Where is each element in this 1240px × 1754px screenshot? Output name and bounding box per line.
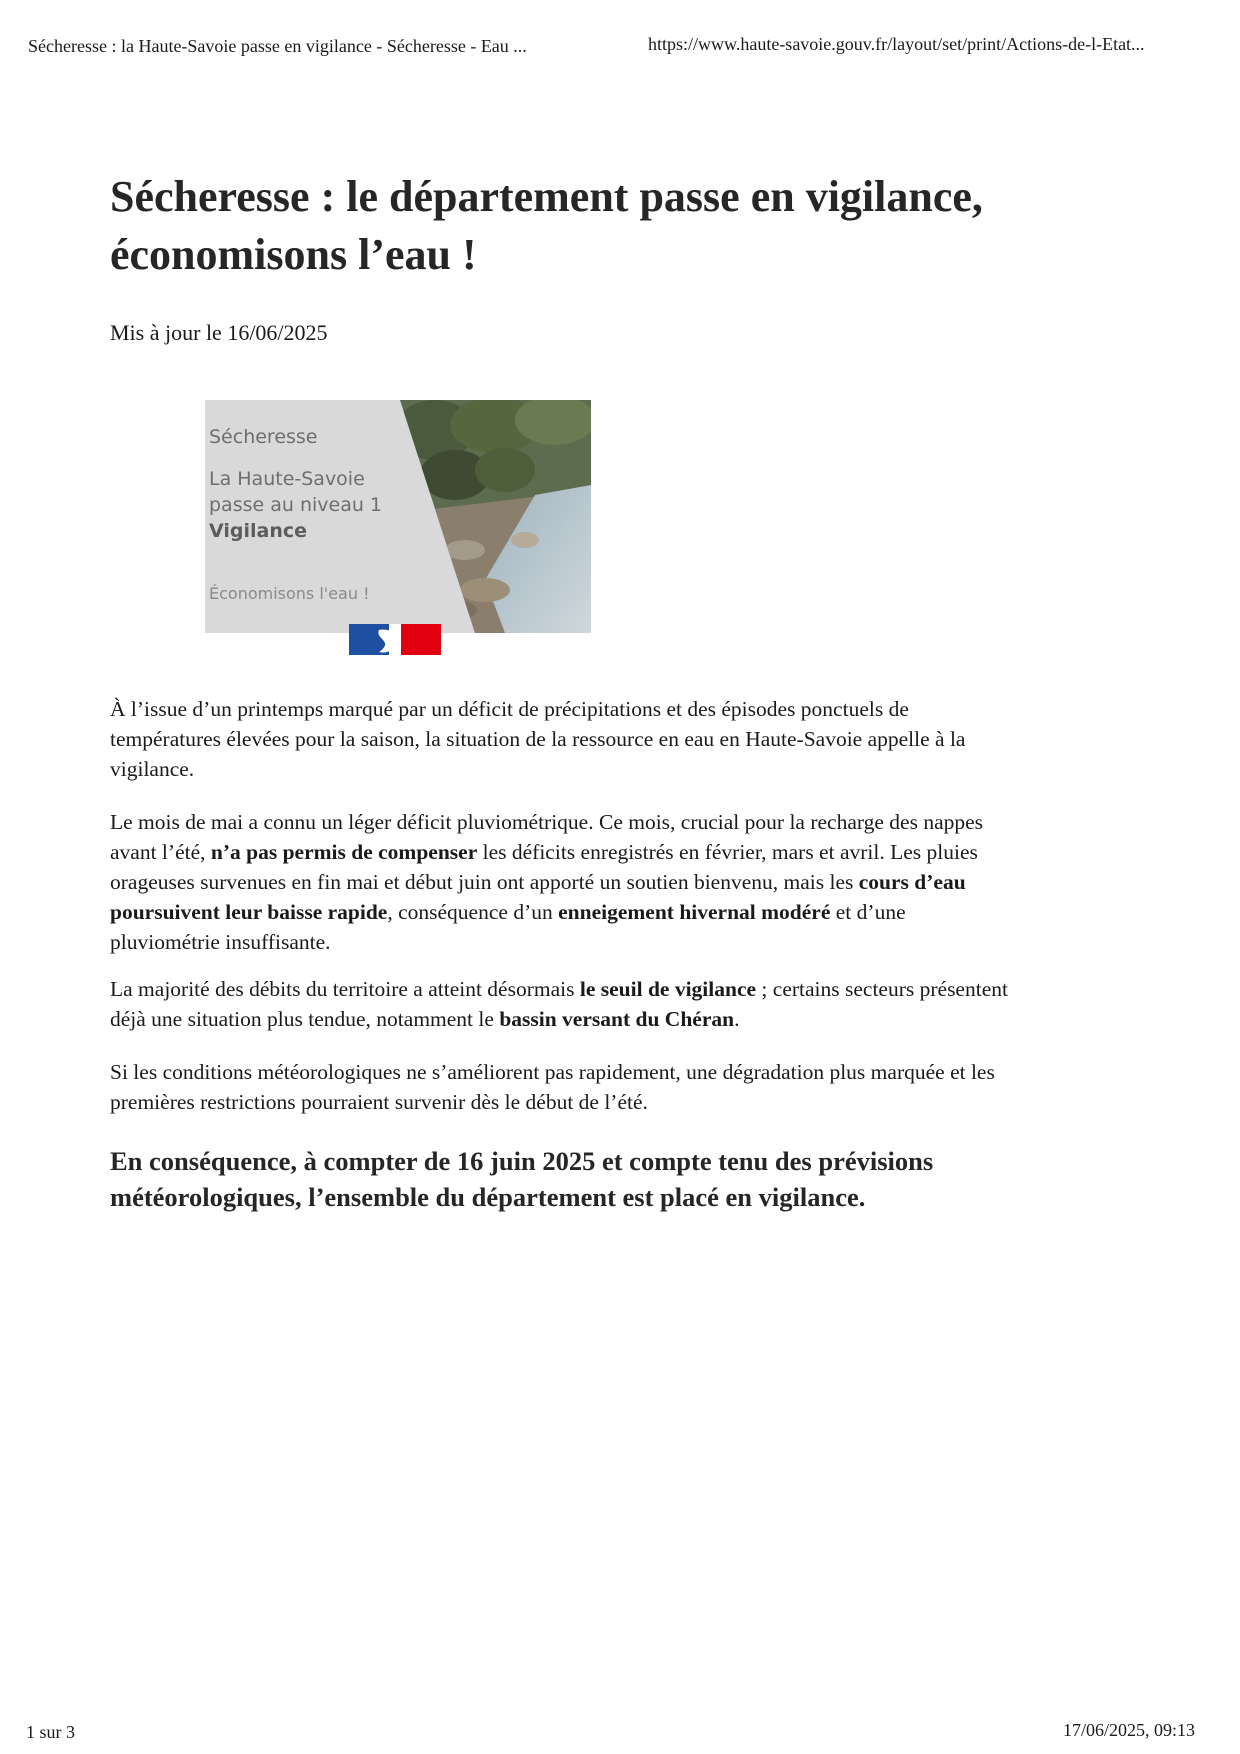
- paragraph-outlook: Si les conditions météorologiques ne s’améliorent pas rapidement, une dégradation plus marquée et les premières restrictions pourraient survenir dès le début de l’été.: [110, 1060, 995, 1114]
- banner-line1: La Haute-Savoie: [209, 468, 365, 490]
- republique-francaise-logo: [349, 620, 441, 657]
- print-header-url[interactable]: https://www.haute-savoie.gouv.fr/layout/set/print/Actions-de-l-Etat...: [648, 34, 1145, 54]
- banner-level: Vigilance: [209, 520, 308, 542]
- banner-line2: passe au niveau 1: [209, 494, 383, 516]
- conclusion: En conséquence, à compter de 16 juin 2025 et compte tenu des prévisions météorologiques, l’ensemble du département est placé en vigilance.: [110, 1146, 934, 1212]
- page-title-line1: Sécheresse : le département passe en vigilance,: [110, 172, 983, 221]
- updated-date: Mis à jour le 16/06/2025: [110, 320, 328, 345]
- paragraph-rainfall: Le mois de mai a connu un léger déficit pluviométrique. Ce mois, crucial pour la recharge des nappes avant l’été, n’a pas permis de compenser les déficits enregistrés en février, mars et avril. Les pluies orageuses survenues en fin mai et début juin ont apporté un soutien bienvenu, mais les cours d’eau poursuivent leur baisse rapide, conséquence d’un enneigement hivernal modéré et d’une pluviométrie insuffisante.: [110, 810, 984, 954]
- paragraph-flows: La majorité des débits du territoire a atteint désormais le seuil de vigilance ; certains secteurs présentent déjà une situation plus tendue, notamment le bassin versant du Chéran.: [110, 977, 1008, 1031]
- print-footer-page-count: 1 sur 3: [26, 1722, 75, 1742]
- drought-banner-image: [205, 400, 591, 633]
- page-title-line2: économisons l’eau !: [110, 230, 477, 279]
- print-header-page-title: Sécheresse : la Haute-Savoie passe en vigilance - Sécheresse - Eau ...: [28, 36, 527, 56]
- page-title: [110, 168, 1170, 284]
- banner-slogan: Économisons l'eau !: [209, 584, 370, 603]
- paragraph-intro: À l’issue d’un printemps marqué par un déficit de précipitations et des épisodes ponctuels de températures élevées pour la saison, la situation de la ressource en eau en Haute-Savoie appelle à la vigilance.: [110, 697, 966, 781]
- banner-label: Sécheresse: [209, 426, 318, 448]
- print-footer-datetime: 17/06/2025, 09:13: [1063, 1720, 1196, 1740]
